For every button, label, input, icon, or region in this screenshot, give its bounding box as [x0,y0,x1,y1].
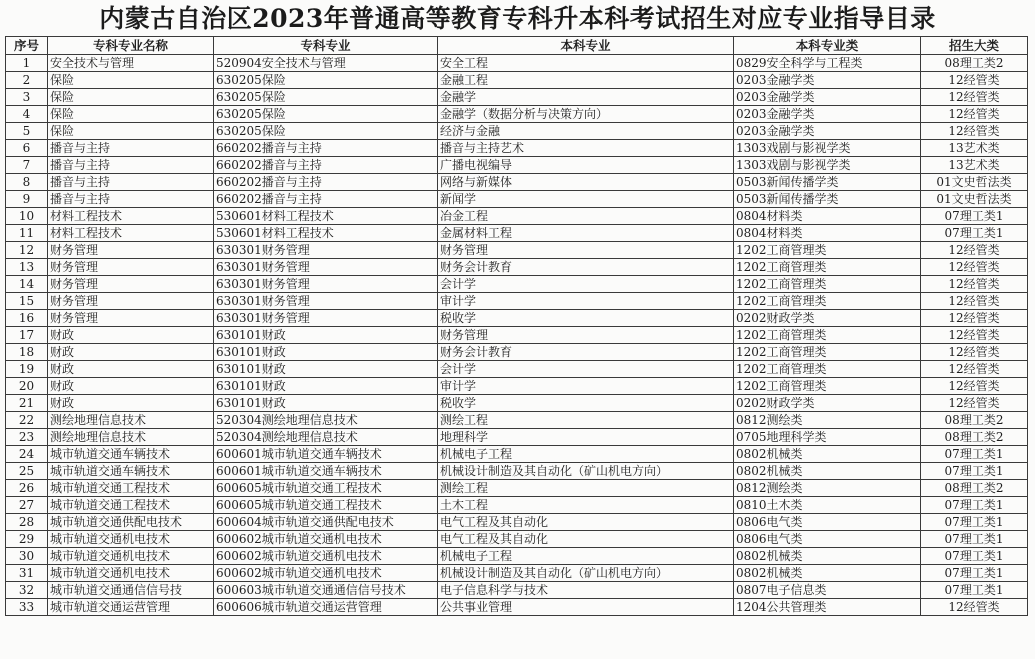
table-row [6,565,1028,582]
table-row [6,514,1028,531]
cell-junior-major-name: 城市轨道交通运营管理 [48,599,214,616]
cell-enrollment-category: 07理工类1 [921,446,1028,463]
table-row [6,344,1028,361]
cell-index: 22 [6,412,48,429]
table-row [6,191,1028,208]
cell-enrollment-category: 12经管类 [921,361,1028,378]
cell-junior-major: 600602城市轨道交通机电技术 [214,531,438,548]
cell-enrollment-category: 12经管类 [921,395,1028,412]
cell-bachelor-major: 机械设计制造及其自动化（矿山机电方向） [438,463,734,480]
cell-junior-major-name: 测绘地理信息技术 [48,412,214,429]
table-row [6,548,1028,565]
cell-junior-major: 630101财政 [214,344,438,361]
cell-junior-major: 630301财务管理 [214,276,438,293]
header-enrollment-category: 招生大类 [921,37,1028,55]
cell-junior-major-name: 财务管理 [48,293,214,310]
cell-enrollment-category: 12经管类 [921,310,1028,327]
cell-bachelor-category: 1303戏剧与影视学类 [734,157,921,174]
cell-junior-major: 520904安全技术与管理 [214,55,438,72]
cell-index: 1 [6,55,48,72]
cell-enrollment-category: 12经管类 [921,599,1028,616]
cell-bachelor-major: 会计学 [438,276,734,293]
cell-junior-major: 600605城市轨道交通工程技术 [214,497,438,514]
cell-bachelor-major: 金融学（数据分析与决策方向） [438,106,734,123]
cell-junior-major: 600601城市轨道交通车辆技术 [214,463,438,480]
cell-index: 3 [6,89,48,106]
cell-junior-major-name: 财务管理 [48,276,214,293]
cell-bachelor-major: 金融学 [438,89,734,106]
cell-bachelor-category: 0806电气类 [734,514,921,531]
cell-enrollment-category: 12经管类 [921,327,1028,344]
table-row [6,327,1028,344]
cell-index: 6 [6,140,48,157]
cell-enrollment-category: 08理工类2 [921,55,1028,72]
cell-junior-major-name: 财务管理 [48,310,214,327]
cell-junior-major: 630205保险 [214,123,438,140]
major-catalog-table [5,36,1028,616]
table-row [6,531,1028,548]
cell-junior-major: 630301财务管理 [214,293,438,310]
cell-bachelor-category: 1202工商管理类 [734,276,921,293]
table-row [6,412,1028,429]
cell-junior-major-name: 测绘地理信息技术 [48,429,214,446]
cell-index: 8 [6,174,48,191]
cell-junior-major-name: 材料工程技术 [48,208,214,225]
cell-bachelor-major: 安全工程 [438,55,734,72]
cell-junior-major-name: 城市轨道交通机电技术 [48,531,214,548]
cell-junior-major-name: 财政 [48,344,214,361]
cell-junior-major: 630301财务管理 [214,310,438,327]
cell-bachelor-major: 测绘工程 [438,480,734,497]
cell-enrollment-category: 13艺术类 [921,157,1028,174]
table-row [6,497,1028,514]
cell-bachelor-major: 新闻学 [438,191,734,208]
cell-junior-major-name: 保险 [48,123,214,140]
cell-index: 19 [6,361,48,378]
document-title: 内蒙古自治区2023年普通高等教育专科升本科考试招生对应专业指导目录 [99,4,936,33]
cell-junior-major: 630301财务管理 [214,242,438,259]
cell-enrollment-category: 08理工类2 [921,480,1028,497]
cell-bachelor-category: 1202工商管理类 [734,344,921,361]
cell-junior-major: 630101财政 [214,395,438,412]
cell-bachelor-major: 经济与金融 [438,123,734,140]
cell-index: 7 [6,157,48,174]
cell-bachelor-major: 机械电子工程 [438,548,734,565]
cell-enrollment-category: 12经管类 [921,89,1028,106]
cell-bachelor-category: 0802机械类 [734,446,921,463]
cell-junior-major-name: 城市轨道交通通信信号技 [48,582,214,599]
cell-bachelor-major: 会计学 [438,361,734,378]
cell-index: 2 [6,72,48,89]
cell-enrollment-category: 08理工类2 [921,429,1028,446]
cell-bachelor-category: 0705地理科学类 [734,429,921,446]
cell-index: 33 [6,599,48,616]
cell-bachelor-category: 0203金融学类 [734,89,921,106]
cell-bachelor-major: 土木工程 [438,497,734,514]
cell-junior-major-name: 城市轨道交通车辆技术 [48,446,214,463]
cell-bachelor-major: 财务会计教育 [438,259,734,276]
cell-bachelor-category: 0807电子信息类 [734,582,921,599]
cell-index: 15 [6,293,48,310]
cell-junior-major: 600606城市轨道交通运营管理 [214,599,438,616]
table-row [6,157,1028,174]
table-row [6,72,1028,89]
cell-bachelor-category: 0806电气类 [734,531,921,548]
cell-bachelor-major: 公共事业管理 [438,599,734,616]
cell-bachelor-category: 0812测绘类 [734,480,921,497]
cell-index: 10 [6,208,48,225]
cell-junior-major: 520304测绘地理信息技术 [214,412,438,429]
cell-junior-major-name: 城市轨道交通车辆技术 [48,463,214,480]
cell-enrollment-category: 07理工类1 [921,582,1028,599]
cell-junior-major: 630205保险 [214,72,438,89]
cell-bachelor-category: 0203金融学类 [734,72,921,89]
cell-enrollment-category: 12经管类 [921,293,1028,310]
table-row [6,55,1028,72]
cell-index: 20 [6,378,48,395]
cell-enrollment-category: 12经管类 [921,276,1028,293]
cell-bachelor-major: 网络与新媒体 [438,174,734,191]
cell-bachelor-category: 0812测绘类 [734,412,921,429]
cell-junior-major-name: 城市轨道交通工程技术 [48,480,214,497]
table-row [6,259,1028,276]
cell-junior-major-name: 播音与主持 [48,157,214,174]
table-row [6,89,1028,106]
cell-bachelor-major: 机械电子工程 [438,446,734,463]
cell-junior-major-name: 城市轨道交通机电技术 [48,548,214,565]
cell-junior-major: 630101财政 [214,361,438,378]
cell-junior-major: 600603城市轨道交通通信信号技术 [214,582,438,599]
table-row [6,395,1028,412]
cell-junior-major: 660202播音与主持 [214,157,438,174]
cell-junior-major-name: 保险 [48,89,214,106]
cell-junior-major-name: 财政 [48,378,214,395]
cell-bachelor-category: 1202工商管理类 [734,327,921,344]
cell-index: 29 [6,531,48,548]
cell-bachelor-category: 0802机械类 [734,548,921,565]
cell-enrollment-category: 12经管类 [921,259,1028,276]
cell-junior-major-name: 安全技术与管理 [48,55,214,72]
cell-index: 23 [6,429,48,446]
cell-index: 26 [6,480,48,497]
cell-bachelor-category: 0829安全科学与工程类 [734,55,921,72]
cell-junior-major: 600605城市轨道交通工程技术 [214,480,438,497]
table-row [6,480,1028,497]
cell-junior-major: 660202播音与主持 [214,174,438,191]
cell-index: 12 [6,242,48,259]
cell-bachelor-category: 0202财政学类 [734,395,921,412]
cell-bachelor-category: 0810土木类 [734,497,921,514]
cell-bachelor-category: 1303戏剧与影视学类 [734,140,921,157]
cell-index: 14 [6,276,48,293]
cell-junior-major: 630205保险 [214,106,438,123]
cell-junior-major-name: 材料工程技术 [48,225,214,242]
cell-junior-major: 520304测绘地理信息技术 [214,429,438,446]
cell-bachelor-category: 1202工商管理类 [734,361,921,378]
cell-enrollment-category: 12经管类 [921,378,1028,395]
cell-bachelor-category: 0203金融学类 [734,123,921,140]
table-row [6,225,1028,242]
cell-junior-major-name: 保险 [48,72,214,89]
table-row [6,242,1028,259]
cell-bachelor-category: 0202财政学类 [734,310,921,327]
cell-bachelor-major: 税收学 [438,395,734,412]
cell-index: 4 [6,106,48,123]
cell-junior-major-name: 播音与主持 [48,191,214,208]
cell-junior-major: 600602城市轨道交通机电技术 [214,565,438,582]
cell-index: 28 [6,514,48,531]
cell-bachelor-category: 1202工商管理类 [734,378,921,395]
cell-enrollment-category: 07理工类1 [921,225,1028,242]
table-header-row [6,37,1028,55]
cell-bachelor-category: 0804材料类 [734,225,921,242]
cell-junior-major-name: 城市轨道交通工程技术 [48,497,214,514]
cell-bachelor-category: 0802机械类 [734,463,921,480]
cell-junior-major-name: 财政 [48,327,214,344]
cell-index: 25 [6,463,48,480]
cell-enrollment-category: 12经管类 [921,123,1028,140]
cell-enrollment-category: 12经管类 [921,242,1028,259]
cell-index: 31 [6,565,48,582]
cell-enrollment-category: 07理工类1 [921,463,1028,480]
cell-index: 11 [6,225,48,242]
cell-index: 24 [6,446,48,463]
cell-enrollment-category: 13艺术类 [921,140,1028,157]
cell-bachelor-major: 地理科学 [438,429,734,446]
cell-junior-major: 600604城市轨道交通供配电技术 [214,514,438,531]
cell-index: 13 [6,259,48,276]
cell-bachelor-major: 冶金工程 [438,208,734,225]
cell-enrollment-category: 01文史哲法类 [921,174,1028,191]
cell-bachelor-major: 电子信息科学与技术 [438,582,734,599]
cell-bachelor-major: 财务会计教育 [438,344,734,361]
cell-enrollment-category: 07理工类1 [921,497,1028,514]
cell-junior-major-name: 财政 [48,395,214,412]
cell-junior-major: 630301财务管理 [214,259,438,276]
cell-bachelor-category: 0802机械类 [734,565,921,582]
cell-index: 9 [6,191,48,208]
cell-enrollment-category: 07理工类1 [921,514,1028,531]
cell-bachelor-category: 0503新闻传播学类 [734,191,921,208]
header-junior-major: 专科专业 [214,37,438,55]
cell-junior-major-name: 财务管理 [48,242,214,259]
cell-bachelor-major: 电气工程及其自动化 [438,514,734,531]
cell-bachelor-category: 1202工商管理类 [734,293,921,310]
cell-bachelor-category: 1202工商管理类 [734,259,921,276]
table-row [6,174,1028,191]
table-row [6,378,1028,395]
cell-bachelor-major: 金属材料工程 [438,225,734,242]
cell-index: 27 [6,497,48,514]
cell-bachelor-major: 广播电视编导 [438,157,734,174]
cell-index: 17 [6,327,48,344]
cell-bachelor-major: 审计学 [438,293,734,310]
cell-junior-major-name: 保险 [48,106,214,123]
cell-enrollment-category: 07理工类1 [921,208,1028,225]
table-row [6,463,1028,480]
table-row [6,293,1028,310]
cell-enrollment-category: 07理工类1 [921,548,1028,565]
cell-index: 5 [6,123,48,140]
cell-junior-major-name: 财政 [48,361,214,378]
cell-junior-major: 660202播音与主持 [214,140,438,157]
table-row [6,310,1028,327]
table-body [6,55,1028,616]
header-index: 序号 [6,37,48,55]
cell-junior-major-name: 城市轨道交通机电技术 [48,565,214,582]
cell-bachelor-major: 税收学 [438,310,734,327]
cell-junior-major: 600602城市轨道交通机电技术 [214,548,438,565]
cell-junior-major: 630101财政 [214,378,438,395]
table-row [6,140,1028,157]
cell-bachelor-major: 金融工程 [438,72,734,89]
cell-junior-major: 530601材料工程技术 [214,208,438,225]
table-row [6,446,1028,463]
cell-enrollment-category: 12经管类 [921,106,1028,123]
cell-enrollment-category: 12经管类 [921,344,1028,361]
table-row [6,106,1028,123]
cell-bachelor-category: 1202工商管理类 [734,242,921,259]
table-row [6,429,1028,446]
table-row [6,276,1028,293]
cell-enrollment-category: 07理工类1 [921,565,1028,582]
table-row [6,123,1028,140]
cell-junior-major: 630205保险 [214,89,438,106]
cell-bachelor-category: 1204公共管理类 [734,599,921,616]
cell-enrollment-category: 12经管类 [921,72,1028,89]
cell-junior-major: 630101财政 [214,327,438,344]
cell-bachelor-major: 财务管理 [438,242,734,259]
cell-bachelor-major: 机械设计制造及其自动化（矿山机电方向） [438,565,734,582]
cell-junior-major-name: 财务管理 [48,259,214,276]
cell-index: 32 [6,582,48,599]
cell-bachelor-major: 审计学 [438,378,734,395]
cell-junior-major: 600601城市轨道交通车辆技术 [214,446,438,463]
cell-junior-major-name: 播音与主持 [48,140,214,157]
cell-enrollment-category: 01文史哲法类 [921,191,1028,208]
cell-junior-major: 530601材料工程技术 [214,225,438,242]
cell-enrollment-category: 08理工类2 [921,412,1028,429]
cell-bachelor-major: 播音与主持艺术 [438,140,734,157]
cell-index: 21 [6,395,48,412]
table-row [6,361,1028,378]
cell-bachelor-category: 0503新闻传播学类 [734,174,921,191]
header-bachelor-category: 本科专业类 [734,37,921,55]
cell-bachelor-major: 财务管理 [438,327,734,344]
cell-junior-major-name: 播音与主持 [48,174,214,191]
table-row [6,599,1028,616]
cell-index: 18 [6,344,48,361]
cell-index: 30 [6,548,48,565]
header-bachelor-major: 本科专业 [438,37,734,55]
cell-junior-major-name: 城市轨道交通供配电技术 [48,514,214,531]
cell-bachelor-category: 0804材料类 [734,208,921,225]
table-row [6,208,1028,225]
cell-bachelor-major: 电气工程及其自动化 [438,531,734,548]
header-junior-major-name: 专科专业名称 [48,37,214,55]
table-row [6,582,1028,599]
cell-junior-major: 660202播音与主持 [214,191,438,208]
cell-bachelor-category: 0203金融学类 [734,106,921,123]
cell-bachelor-major: 测绘工程 [438,412,734,429]
cell-enrollment-category: 07理工类1 [921,531,1028,548]
cell-index: 16 [6,310,48,327]
